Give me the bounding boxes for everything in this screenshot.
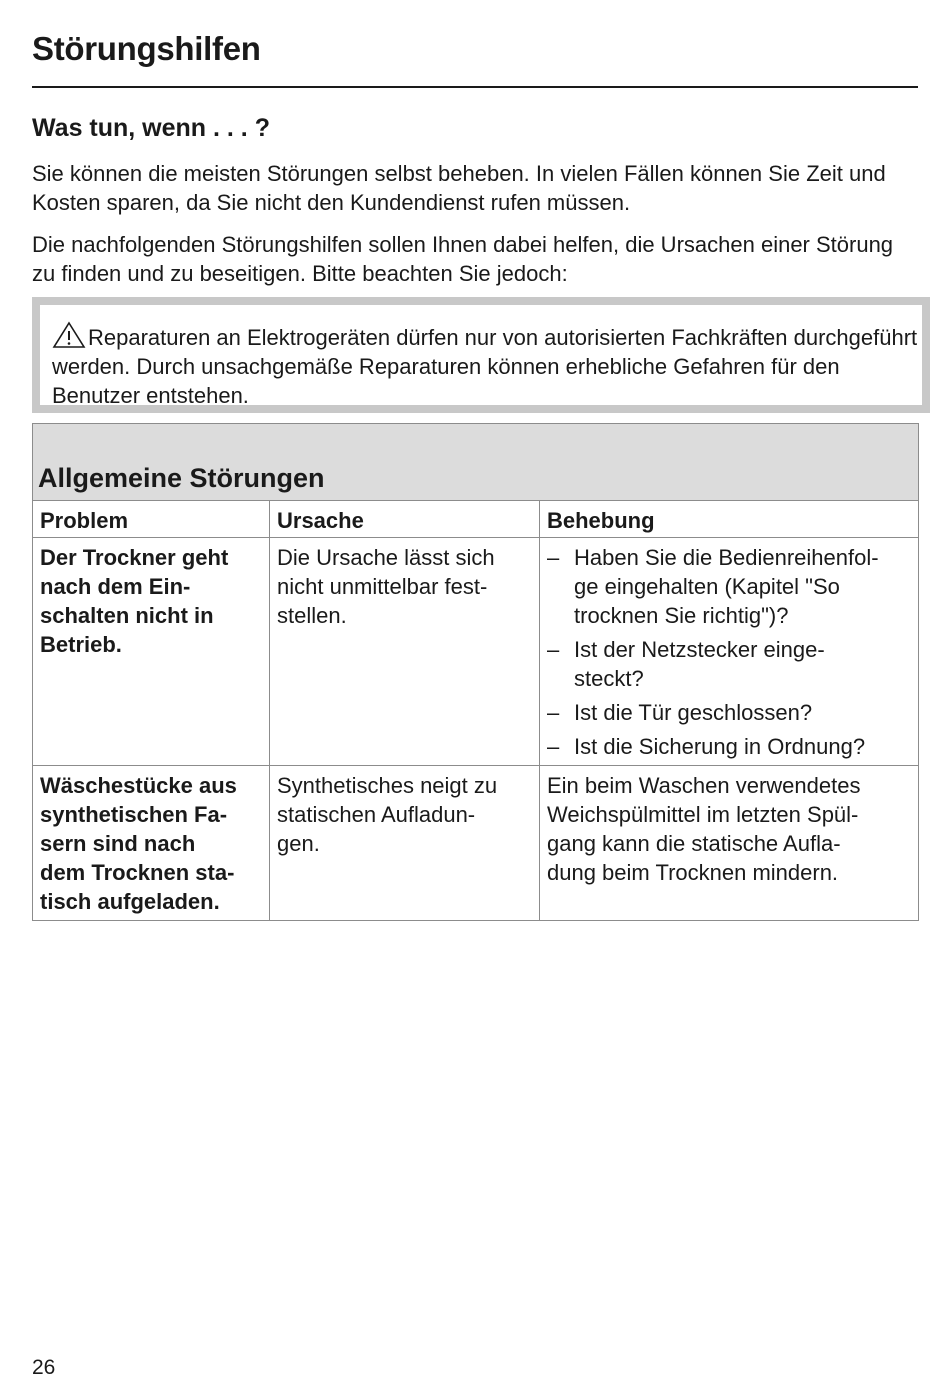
problem-cell: Wäschestücke aus synthetischen Fa- sern sind nach dem Trocknen sta- tisch aufgeladen. xyxy=(33,766,270,921)
cause-cell: Die Ursache lässt sich nicht unmittelbar fest- stellen. xyxy=(270,538,540,766)
warning-box xyxy=(32,297,930,413)
dash: – xyxy=(547,637,560,662)
column-header-cause: Ursache xyxy=(270,501,540,538)
column-header-problem: Problem xyxy=(33,501,270,538)
table-row xyxy=(33,766,919,921)
list-item xyxy=(547,732,912,761)
column-header-fix: Behebung xyxy=(540,501,919,538)
warning-text: Reparaturen an Elektrogeräten dürfen nur von autorisierten Fachkräften durchgeführt werden. Durch unsachgemäße Reparaturen können erhebliche Gefahren für den Benutzer entstehen. xyxy=(52,325,918,408)
fix-cell: Ein beim Waschen verwendetes Weichspülmittel im letzten Spül- gang kann die statische Aufla- dung beim Trocknen mindern. xyxy=(540,766,919,921)
dash: – xyxy=(547,734,560,759)
table-title: Allgemeine Störungen xyxy=(38,463,325,493)
dash: – xyxy=(547,545,560,570)
list-item xyxy=(547,698,912,727)
title-divider xyxy=(32,86,918,88)
warning-message xyxy=(52,305,922,410)
fix-list xyxy=(547,543,912,761)
table-title-row xyxy=(33,424,919,501)
warning-triangle-icon xyxy=(52,321,86,349)
table-header-row xyxy=(33,501,919,538)
list-item: – Ist der Netzstecker einge- steckt? xyxy=(547,637,825,691)
intro-paragraph: Sie können die meisten Störungen selbst beheben. In vielen Fällen können Sie Zeit und Kosten sparen, da Sie nicht den Kundendienst rufen müssen. xyxy=(32,161,886,215)
page-number: 26 xyxy=(32,1356,56,1379)
table-title-cell xyxy=(33,424,919,501)
intro-paragraph-2: Die nachfolgenden Störungshilfen sollen Ihnen dabei helfen, die Ursachen einer Störung zu finden und zu beseitigen. Bitte beachten Sie jedoch: xyxy=(32,232,894,286)
section-heading: Was tun, wenn . . . ? xyxy=(32,114,270,142)
page-title: Störungshilfen xyxy=(32,30,261,67)
list-item: – Haben Sie die Bedienreihenfol- ge eingehalten (Kapitel "So trocknen Sie richtig")? xyxy=(547,545,879,628)
cause-cell: Synthetisches neigt zu statischen Aufladun- gen. xyxy=(270,766,540,921)
dash: – xyxy=(547,700,560,725)
fix-cell xyxy=(540,538,919,766)
troubleshooting-table xyxy=(32,423,919,921)
fix-text: Ist die Tür geschlossen? xyxy=(574,700,813,725)
table-row xyxy=(33,538,919,766)
problem-cell: Der Trockner geht nach dem Ein- schalten nicht in Betrieb. xyxy=(33,538,270,766)
fix-text: Ist die Sicherung in Ordnung? xyxy=(574,734,866,759)
